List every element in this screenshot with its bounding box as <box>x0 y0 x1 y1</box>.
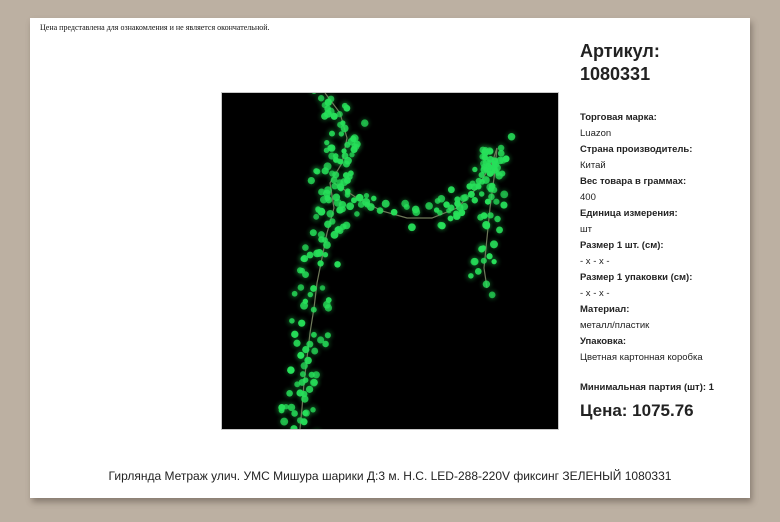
led-bulb <box>382 200 390 208</box>
led-bulb <box>310 407 315 412</box>
led-bulb <box>481 258 487 264</box>
led-bulb <box>425 202 433 210</box>
led-bulb <box>301 255 308 262</box>
led-bulb <box>494 216 500 222</box>
led-bulb <box>311 348 318 355</box>
led-bulb <box>475 268 482 275</box>
led-bulb <box>482 176 490 184</box>
led-bulb <box>488 194 495 201</box>
spec-value: 400 <box>580 192 596 203</box>
spec-value: шт <box>580 224 592 235</box>
led-bulb <box>311 307 317 313</box>
led-bulb <box>468 191 475 198</box>
led-bulb <box>289 318 295 324</box>
spec-value: - x - x - <box>580 288 610 299</box>
led-bulb <box>498 150 505 157</box>
spec-value: Luazon <box>580 128 612 139</box>
led-bulb <box>356 194 364 202</box>
led-bulb <box>492 161 499 168</box>
led-bulb <box>493 199 499 205</box>
led-bulb <box>329 218 335 224</box>
led-bulb <box>303 299 308 304</box>
led-bulb <box>311 332 317 338</box>
led-bulb <box>490 240 498 248</box>
led-bulb <box>495 171 500 176</box>
led-bulb <box>324 105 331 112</box>
led-bulb <box>486 147 494 155</box>
led-bulb <box>472 197 478 203</box>
led-bulb <box>298 352 305 359</box>
led-bulb <box>328 144 335 151</box>
led-bulb <box>337 183 344 190</box>
spec-label: Торговая марка: <box>580 112 657 123</box>
led-bulb <box>345 190 350 195</box>
led-bulb <box>344 177 351 184</box>
led-bulb <box>488 186 494 192</box>
led-bulb <box>500 201 507 208</box>
led-bulb <box>491 259 496 264</box>
led-bulb <box>325 332 331 338</box>
led-bulb <box>343 161 350 168</box>
led-bulb <box>391 209 398 216</box>
led-bulb <box>479 191 484 196</box>
led-bulb <box>364 193 369 198</box>
led-bulb <box>482 213 488 219</box>
price: Цена: 1075.76 <box>580 401 694 420</box>
min-batch: Минимальная партия (шт): 1 <box>580 382 714 393</box>
led-bulb <box>317 260 323 266</box>
led-bulb <box>294 381 300 387</box>
led-bulb <box>335 226 342 233</box>
led-bulb <box>468 273 474 279</box>
led-bulb <box>486 253 492 259</box>
spec-label: Размер 1 шт. (см): <box>580 240 664 251</box>
led-bulb <box>300 371 306 377</box>
spec-label: Упаковка: <box>580 336 627 347</box>
led-bulb <box>323 241 331 249</box>
led-bulb <box>302 244 309 251</box>
led-bulb <box>408 223 416 231</box>
led-bulb <box>349 152 354 157</box>
spec-label: Страна производитель: <box>580 144 693 155</box>
led-bulb <box>324 140 329 145</box>
led-bulb <box>318 236 324 242</box>
led-bulb <box>298 320 305 327</box>
led-bulb <box>314 168 320 174</box>
product-photo <box>221 92 559 430</box>
led-bulb <box>291 410 298 417</box>
led-bulb <box>476 178 482 184</box>
led-bulb <box>313 371 320 378</box>
led-bulb <box>342 103 348 109</box>
led-bulb <box>438 222 445 229</box>
led-bulb <box>287 366 295 374</box>
product-sheet <box>30 18 750 498</box>
led-bulb <box>466 183 472 189</box>
led-bulb <box>354 211 360 217</box>
led-bulb <box>496 226 503 233</box>
spec-label: Материал: <box>580 304 630 315</box>
led-bulb <box>315 249 323 257</box>
led-bulb <box>297 417 303 423</box>
led-bulb <box>503 155 510 162</box>
led-bulb <box>310 229 317 236</box>
led-bulb <box>346 202 354 210</box>
article-label: Артикул: <box>580 41 660 61</box>
spec-list <box>580 110 745 366</box>
led-bulb <box>476 184 482 190</box>
led-bulb <box>343 222 351 230</box>
led-bulb <box>404 204 410 210</box>
led-bulb <box>329 131 335 137</box>
led-bulb <box>320 285 325 290</box>
led-bulb <box>302 410 308 416</box>
led-bulb <box>508 133 515 140</box>
led-bulb <box>292 291 298 297</box>
spec-label: Единица измерения: <box>580 208 678 219</box>
led-bulb <box>306 386 313 393</box>
spec-label: Размер 1 упаковки (см): <box>580 272 693 283</box>
led-bulb <box>313 214 319 220</box>
led-bulb <box>487 212 493 218</box>
led-bulb <box>317 336 324 343</box>
led-bulb <box>341 124 349 132</box>
led-bulb <box>412 206 420 214</box>
price-disclaimer: Цена представлена для ознакомления и не является окончательной. <box>40 23 270 32</box>
led-bulb <box>326 297 332 303</box>
led-bulb <box>483 281 490 288</box>
led-bulb <box>448 186 455 193</box>
led-bulb <box>484 223 490 229</box>
led-bulb <box>337 159 342 164</box>
led-bulb <box>318 189 325 196</box>
article-block <box>580 40 740 86</box>
led-bulb <box>489 291 496 298</box>
led-bulb <box>325 304 332 311</box>
led-bulb <box>299 268 305 274</box>
led-bulb <box>278 404 285 411</box>
led-bulb <box>483 167 489 173</box>
led-bulb <box>361 119 369 127</box>
led-bulb <box>462 194 469 201</box>
led-bulb <box>318 95 324 101</box>
spec-value: металл/пластик <box>580 320 650 331</box>
led-bulb <box>434 207 439 212</box>
led-bulb <box>350 136 356 142</box>
led-bulb <box>341 148 346 153</box>
led-bulb <box>310 285 317 292</box>
led-bulb <box>500 190 508 198</box>
led-bulb <box>377 207 384 214</box>
article-number: 1080331 <box>580 64 651 84</box>
led-bulb <box>435 198 441 204</box>
led-bulb <box>344 142 350 148</box>
led-bulb <box>291 331 298 338</box>
led-bulb <box>304 357 311 364</box>
led-bulb <box>286 390 293 397</box>
led-bulb <box>471 258 478 265</box>
led-bulb <box>454 196 460 202</box>
spec-value: Китай <box>580 160 606 171</box>
led-bulb <box>482 154 488 160</box>
led-bulb <box>293 340 300 347</box>
led-bulb <box>448 215 454 221</box>
led-bulb <box>448 205 454 211</box>
led-bulb <box>302 346 309 353</box>
led-bulb <box>308 292 313 297</box>
led-bulb <box>325 99 332 106</box>
garland-image <box>222 93 558 429</box>
led-bulb <box>298 284 305 291</box>
led-bulb <box>326 210 334 218</box>
led-bulb <box>303 377 309 383</box>
led-bulb <box>331 177 338 184</box>
led-bulb <box>323 252 328 257</box>
led-bulb <box>331 113 338 120</box>
led-bulb <box>334 199 342 207</box>
led-bulb <box>326 197 333 204</box>
led-bulb <box>336 206 343 213</box>
led-bulb <box>458 209 465 216</box>
led-bulb <box>288 404 295 411</box>
product-title: Гирлянда Метраж улич. УМС Мишура шарики Д:3 м. Н.С. LED-288-220V фиксинг ЗЕЛЕНЫЙ 1080331 <box>108 469 672 483</box>
led-bulb <box>280 418 288 426</box>
led-bulb <box>322 167 329 174</box>
led-bulb <box>364 202 370 208</box>
led-bulb <box>301 391 307 397</box>
led-bulb <box>478 246 485 253</box>
led-bulb <box>311 379 318 386</box>
spec-label: Вес товара в граммах: <box>580 176 687 187</box>
led-bulb <box>472 167 477 172</box>
led-bulb <box>315 206 321 212</box>
led-bulb <box>308 177 315 184</box>
led-bulb <box>371 196 377 202</box>
led-bulb <box>334 261 340 267</box>
spec-value: Цветная картонная коробка <box>580 352 703 363</box>
spec-value: - x - x - <box>580 256 610 267</box>
